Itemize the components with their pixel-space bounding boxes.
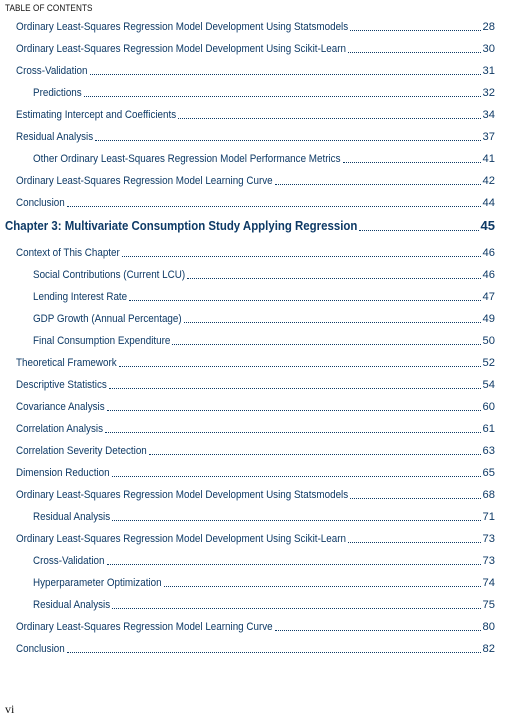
toc-entry-page: 65 bbox=[482, 467, 495, 479]
toc-entry-title: Ordinary Least-Squares Regression Model Development Using Scikit-Learn bbox=[16, 43, 346, 55]
dot-leader bbox=[67, 205, 481, 207]
toc-entry[interactable] bbox=[16, 488, 495, 502]
dot-leader bbox=[343, 161, 481, 163]
dot-leader bbox=[184, 321, 481, 323]
toc-entry-title: Chapter 3: Multivariate Consumption Study Applying Regression bbox=[5, 218, 358, 233]
toc-entry[interactable] bbox=[33, 576, 495, 590]
toc-entry[interactable] bbox=[16, 174, 495, 188]
toc-entry-title: Cross-Validation bbox=[16, 65, 88, 77]
toc-entry-title: Final Consumption Expenditure bbox=[33, 335, 171, 347]
toc-entry-title: Correlation Analysis bbox=[16, 423, 104, 435]
toc-entry-title: Ordinary Least-Squares Regression Model Development Using Scikit-Learn bbox=[16, 533, 346, 545]
toc-entry[interactable] bbox=[33, 268, 495, 282]
toc-entry-page: 44 bbox=[482, 197, 495, 209]
toc-entry[interactable] bbox=[16, 356, 495, 370]
dot-leader bbox=[275, 629, 481, 631]
toc-entry[interactable] bbox=[33, 598, 495, 612]
toc-entry[interactable] bbox=[33, 290, 495, 304]
dot-leader bbox=[107, 563, 481, 565]
dot-leader bbox=[84, 95, 481, 97]
toc-entry-title: Social Contributions (Current LCU) bbox=[33, 269, 186, 281]
toc-entry[interactable] bbox=[33, 312, 495, 326]
toc-entry-page: 46 bbox=[482, 247, 495, 259]
toc-entry-page: 31 bbox=[482, 65, 495, 77]
toc-entry-page: 34 bbox=[482, 109, 495, 121]
toc-entry-page: 32 bbox=[482, 87, 495, 99]
toc-entry[interactable] bbox=[16, 64, 495, 78]
toc-entry[interactable] bbox=[16, 620, 495, 634]
dot-leader bbox=[90, 73, 481, 75]
toc-entry-page: 50 bbox=[482, 335, 495, 347]
toc-entry-title: Lending Interest Rate bbox=[33, 291, 128, 303]
toc-entry-title: Residual Analysis bbox=[33, 511, 111, 523]
dot-leader bbox=[149, 453, 481, 455]
toc-entry[interactable] bbox=[33, 510, 495, 524]
page-number: vi bbox=[5, 702, 15, 716]
toc-entry-title: Conclusion bbox=[16, 643, 65, 655]
dot-leader bbox=[107, 409, 481, 411]
toc-entry-page: 52 bbox=[482, 357, 495, 369]
toc-entry-page: 46 bbox=[482, 269, 495, 281]
dot-leader bbox=[178, 117, 480, 119]
toc-entry-page: 75 bbox=[482, 599, 495, 611]
toc-entry[interactable] bbox=[16, 196, 495, 210]
toc-entry-title: GDP Growth (Annual Percentage) bbox=[33, 313, 182, 325]
dot-leader bbox=[119, 365, 481, 367]
dot-leader bbox=[105, 431, 481, 433]
dot-leader bbox=[109, 387, 481, 389]
toc-entry-title: Cross-Validation bbox=[33, 555, 105, 567]
toc-entry-page: 47 bbox=[482, 291, 495, 303]
toc-entry[interactable] bbox=[16, 642, 495, 656]
toc-entry[interactable] bbox=[16, 444, 495, 458]
toc-entry-title: Ordinary Least-Squares Regression Model Development Using Statsmodels bbox=[16, 489, 349, 501]
toc-entry-title: Covariance Analysis bbox=[16, 401, 105, 413]
dot-leader bbox=[112, 475, 481, 477]
toc-entry-title: Hyperparameter Optimization bbox=[33, 577, 162, 589]
toc-entry-title: Other Ordinary Least-Squares Regression Model Performance Metrics bbox=[33, 153, 341, 165]
toc-entry[interactable] bbox=[33, 554, 495, 568]
toc-entry-title: Ordinary Least-Squares Regression Model Learning Curve bbox=[16, 621, 273, 633]
toc-entry[interactable] bbox=[16, 246, 495, 260]
dot-leader bbox=[172, 343, 480, 345]
toc-entry-page: 49 bbox=[482, 313, 495, 325]
toc-entry-title: Ordinary Least-Squares Regression Model Learning Curve bbox=[16, 175, 273, 187]
toc-entry-page: 73 bbox=[482, 533, 495, 545]
toc-entry[interactable] bbox=[33, 86, 495, 100]
toc-entry-page: 60 bbox=[482, 401, 495, 413]
toc-entry-title: Context of This Chapter bbox=[16, 247, 120, 259]
dot-leader bbox=[129, 299, 480, 301]
dot-leader bbox=[67, 651, 481, 653]
toc-entry[interactable] bbox=[33, 334, 495, 348]
toc-entry-title: Conclusion bbox=[16, 197, 65, 209]
dot-leader bbox=[275, 183, 481, 185]
toc-entry[interactable] bbox=[16, 130, 495, 144]
toc-entry-page: 45 bbox=[480, 218, 495, 233]
toc-entry-title: Residual Analysis bbox=[33, 599, 111, 611]
toc-entry[interactable] bbox=[16, 108, 495, 122]
toc-entry-title: Predictions bbox=[33, 87, 82, 99]
toc-entry-page: 41 bbox=[482, 153, 495, 165]
dot-leader bbox=[348, 541, 481, 543]
dot-leader bbox=[187, 277, 480, 279]
toc-entry-page: 54 bbox=[482, 379, 495, 391]
dot-leader bbox=[112, 607, 480, 609]
toc-entry[interactable] bbox=[16, 466, 495, 480]
toc-entry-title: Descriptive Statistics bbox=[16, 379, 107, 391]
toc-entry[interactable] bbox=[16, 422, 495, 436]
dot-leader bbox=[350, 29, 480, 31]
toc-entry-title: Theoretical Framework bbox=[16, 357, 117, 369]
dot-leader bbox=[112, 519, 480, 521]
dot-leader bbox=[359, 229, 478, 231]
toc-entry[interactable] bbox=[33, 152, 495, 166]
toc-entry-page: 68 bbox=[482, 489, 495, 501]
toc-entry-page: 74 bbox=[482, 577, 495, 589]
toc-entry-page: 30 bbox=[482, 43, 495, 55]
toc-entry-page: 61 bbox=[482, 423, 495, 435]
toc-entry-page: 28 bbox=[482, 21, 495, 33]
dot-leader bbox=[122, 255, 481, 257]
dot-leader bbox=[164, 585, 481, 587]
toc-entry[interactable] bbox=[16, 532, 495, 546]
toc-entry[interactable] bbox=[16, 400, 495, 414]
toc-entry-title: Dimension Reduction bbox=[16, 467, 110, 479]
toc-chapter-entry[interactable] bbox=[5, 218, 495, 234]
toc-entry-page: 42 bbox=[482, 175, 495, 187]
toc-entry-page: 63 bbox=[482, 445, 495, 457]
toc-entry[interactable] bbox=[16, 20, 495, 34]
running-header: TABLE OF CONTENTS bbox=[5, 3, 93, 14]
toc-entry-title: Estimating Intercept and Coefficients bbox=[16, 109, 177, 121]
dot-leader bbox=[95, 139, 480, 141]
dot-leader bbox=[348, 51, 481, 53]
toc-entry-page: 80 bbox=[482, 621, 495, 633]
toc-entry[interactable] bbox=[16, 42, 495, 56]
toc-entry-title: Correlation Severity Detection bbox=[16, 445, 147, 457]
toc-entry-page: 82 bbox=[482, 643, 495, 655]
toc-entry-title: Ordinary Least-Squares Regression Model Development Using Statsmodels bbox=[16, 21, 349, 33]
toc-entry-page: 37 bbox=[482, 131, 495, 143]
toc-entry-title: Residual Analysis bbox=[16, 131, 94, 143]
dot-leader bbox=[350, 497, 480, 499]
toc-entry[interactable] bbox=[16, 378, 495, 392]
toc-entry-page: 71 bbox=[482, 511, 495, 523]
toc-entry-page: 73 bbox=[482, 555, 495, 567]
